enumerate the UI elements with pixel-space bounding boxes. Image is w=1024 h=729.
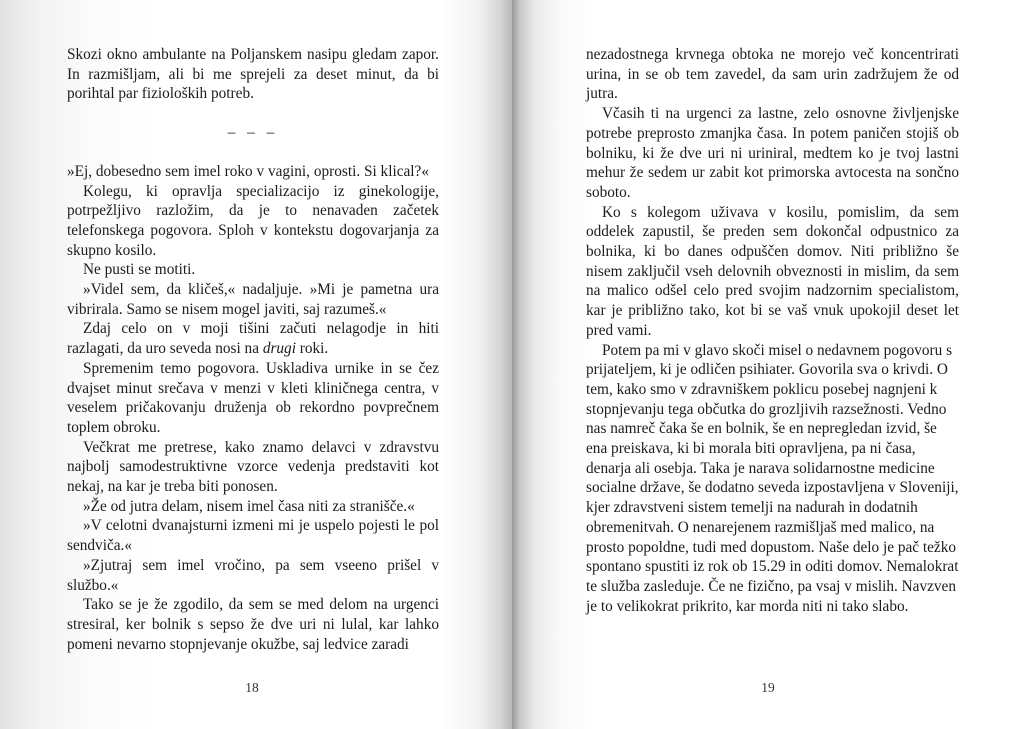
paragraph-text: roki.	[295, 340, 329, 358]
section-break: – – –	[227, 124, 279, 142]
paragraph: Spremenim temo pogovora. Uskladiva urnike in se čez dvajset minut srečava v menzi v kleti kliničnega centra, v veselem pričakovanju druženja ob rekordno povprečnem toplem obroku.	[67, 359, 439, 436]
paragraph: »Zjutraj sem imel vročino, pa sem vseeno prišel v službo.«	[67, 556, 439, 594]
left-page-text	[67, 45, 439, 654]
continuation-paragraph: nezadostnega krvnega obtoka ne morejo več koncentrirati urina, in se ob tem zavedel, da sam urin zadržujem že od jutra.	[586, 46, 959, 103]
paragraph: Tako se je že zgodilo, da sem se med delom na urgenci stresiral, ker bolnik s sepso že dve uri ni lulal, kar lahko pomeni nevarno stopnjevanje okužbe, saj ledvice zaradi	[67, 596, 439, 653]
page-number-right: 19	[761, 680, 775, 695]
paragraph: »Videl sem, da kličeš,« nadaljuje. »Mi je pametna ura vibrirala. Samo se nisem mogel javiti, saj razumeš.«	[67, 281, 439, 318]
paragraph: Ne pusti se motiti.	[83, 261, 196, 279]
paragraph: Potem pa mi v glavo skoči misel o nedavnem pogovoru s prijateljem, ki je odličen psihiater. Govorila sva o krivdi. O tem, kako smo v zdravniškem poklicu posebej nagnjeni k stopnjevanju tega občutka do grozljivih razsežnosti. Vedno nas namreč čaka še en bolnik, še en nepregledan izvid, še ena preiskava, ki bi morala biti opravljena, pa ni časa, denarja ali osebja. Taka je narava solidarnostne medicine socialne države, še dodatno seveda izpostavljena v Sloveniji, kjer zdravstveni sistem temelji na nadurah in dodatnih obremenitvah. O nenarejenem razmišljaš med malico, na prosto popoldne, tudi med dopustom. Naše delo je pač težko spontano spustiti iz rok ob 15.29 in oditi domov. Nemalokrat te služba zasleduje. Če ne fizično, pa vsaj v mislih. Navzven je to velikokrat prikrito, kar morda niti ni tako slabo.	[586, 341, 959, 615]
opening-paragraph: Skozi okno ambulante na Poljanskem nasipu gledam zapor. In razmišljam, ali bi me sprejeli za deset minut, da bi porihtal par fizioloških potreb.	[67, 46, 439, 103]
right-page	[512, 0, 1024, 729]
paragraph: Večkrat me pretrese, kako znamo delavci v zdravstvu najbolj samodestruktivne vzorce vedenja predstaviti kot nekaj, na kar je treba biti ponosen.	[67, 438, 439, 496]
paragraph: »Ej, dobesedno sem imel roko v vagini, oprosti. Si klical?«	[67, 162, 429, 180]
right-page-text	[586, 45, 959, 616]
paragraph-text: Zdaj celo on v moji tišini začuti nelagodje in hiti razlagati, da uro seveda nosi na	[67, 320, 439, 358]
page-number-left: 18	[245, 680, 259, 695]
emphasized-word: drugi	[262, 340, 296, 358]
paragraph: Včasih ti na urgenci za lastne, zelo osnovne življenjske potrebe preprosto zmanjka časa. In potem paničen stojiš ob bolniku, ki že dve uri ni uriniral, medtem ko je tvoj lastni mehur že sedem ur zabit kot primorska avtocesta na sončno soboto.	[586, 105, 959, 201]
paragraph: »V celotni dvanajsturni izmeni mi je uspelo pojesti le pol sendviča.«	[67, 517, 439, 555]
paragraph: Kolegu, ki opravlja specializacijo iz ginekologije, potrpežljivo razložim, da je to nenavaden začetek telefonskega pogovora. Sploh v kontekstu dogovarjanja za skupno kosilo.	[67, 182, 439, 259]
paragraph: Ko s kolegom uživava v kosilu, pomislim, da sem oddelek zapustil, še preden sem dokončal odpustnico za bolnika, ki bo danes odpuščen domov. Niti približno še nisem zaključil vseh delovnih obveznosti in mislim, da sem na malico odšel celo pred svojim nadzornim specialistom, kar je približno tako, kot bi se vaš vnuk upokojil deset let pred vami.	[586, 203, 959, 339]
paragraph	[67, 319, 439, 358]
paragraph: »Že od jutra delam, nisem imel časa niti za stranišče.«	[83, 497, 415, 515]
